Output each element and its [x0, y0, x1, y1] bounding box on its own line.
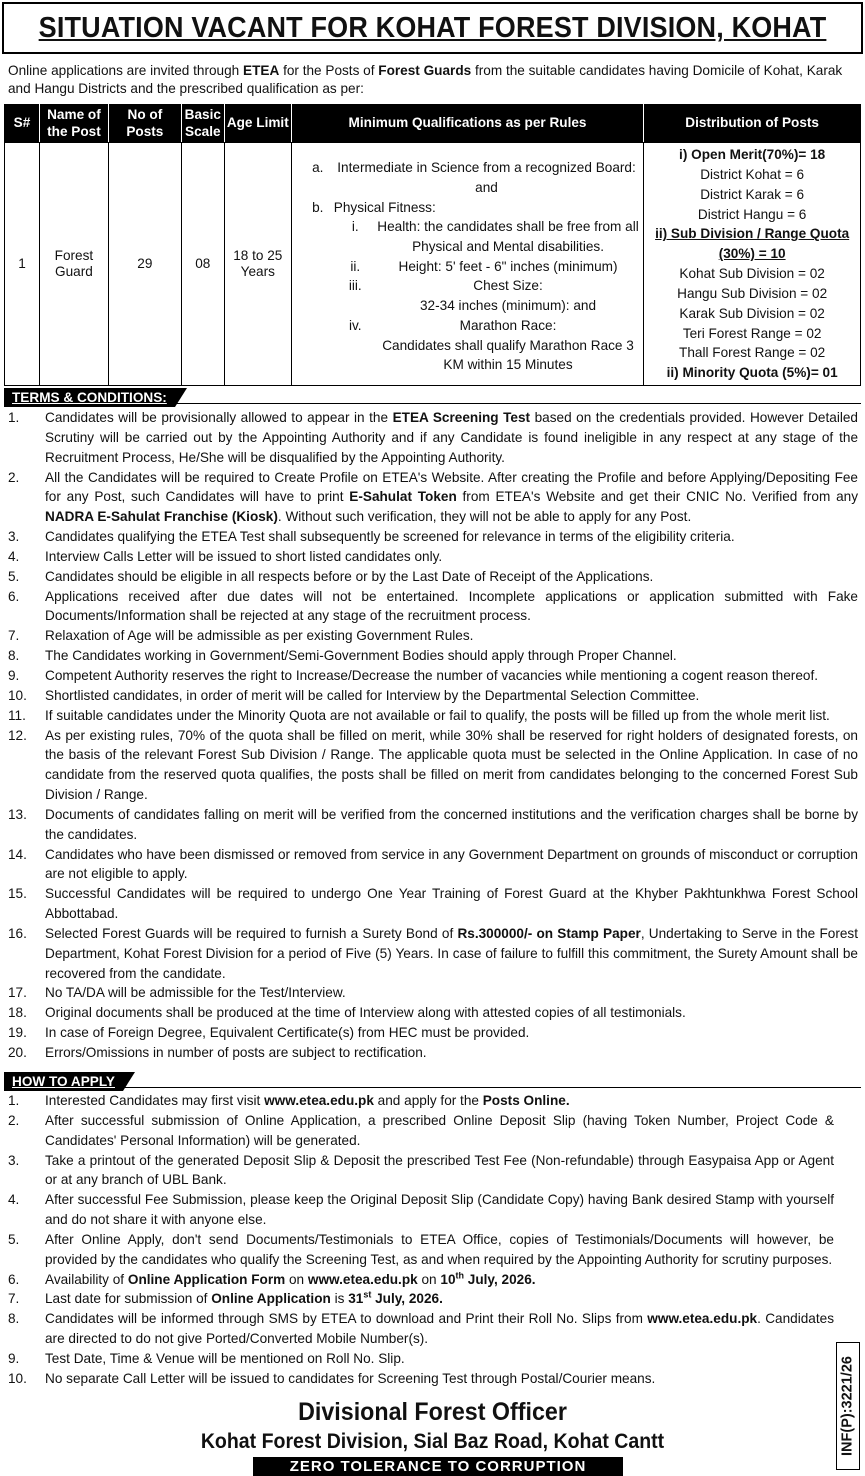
cell-distribution [644, 143, 861, 386]
list-item [8, 686, 858, 706]
signature-address: Kohat Forest Division, Sial Baz Road, Kohat Cantt [200, 1430, 665, 1453]
list-item [8, 1043, 858, 1063]
list-item-number: 8. [8, 1311, 20, 1327]
dist-item: Kohat Sub Division = 02 [679, 266, 825, 282]
emphasis-text: Posts Online. [482, 1093, 570, 1108]
emphasis-text: Online Application [211, 1291, 331, 1307]
body-text: Original documents shall be produced at the time of Interview along with attested copies of all testimonials. [45, 1005, 686, 1021]
emphasis-text: th [455, 1270, 465, 1281]
body-text: and apply for the [373, 1093, 483, 1108]
qual-b-iv-detail: Candidates shall qualify Marathon Race 3 KM within 15 Minutes [382, 337, 634, 373]
intro-paragraph [8, 62, 860, 97]
body-text: Relaxation of Age will be admissible as per existing Government Rules. [45, 628, 474, 644]
body-text: . Candidates are directed to do not give Ported/Converted Mobile Number(s). [45, 1311, 835, 1347]
list-item-number: 16. [8, 925, 27, 941]
body-text: As per existing rules, 70% of the quota shall be filled on merit, while 30% shall be reserved for right holders of designated forests, on the basis of the relevant Forest Sub Division / Range. The applicable quota must be selected in the Online Application. In case of no candidate from the reserved quota qualifies, the posts shall be filled on merit from candidates belonging to the concerned Forest Sub Division / Range. [45, 727, 858, 803]
cell-basic-scale: 08 [181, 143, 224, 386]
header-sno: S# [5, 105, 40, 143]
body-text: Candidates who have been dismissed or removed from service in any Government Department on grounds of misconduct or corruption are not eligible to apply. [45, 846, 858, 882]
header-no-of-posts: No of Posts [108, 105, 181, 143]
list-item [8, 1190, 834, 1230]
header-qualifications: Minimum Qualifications as per Rules [291, 105, 644, 143]
body-text: Competent Authority reserves the right to Increase/Decrease the number of vacancies while mentioning a cogent reason thereof. [45, 667, 819, 683]
list-item-number: 1. [8, 410, 20, 425]
cell-age-limit: 18 to 25 Years [224, 143, 291, 386]
emphasis-text: Online Application Form [127, 1271, 286, 1287]
body-text: , Undertaking to Serve in the Forest Department, Kohat Forest Division for a period of Five (5) Years. In case of failure to fulfill this commitment, the Surety Amount shall be recovered from the candidate. [45, 925, 858, 981]
emphasis-text: NADRA E-Sahulat Franchise (Kiosk) [45, 509, 278, 525]
terms-list [8, 408, 858, 1063]
emphasis-text: 10 [440, 1271, 456, 1287]
dist-item: Thall Forest Range = 02 [679, 345, 826, 361]
emphasis-text: www.etea.edu.pk [647, 1311, 758, 1327]
body-text: After successful submission of Online Application, a prescribed Online Deposit Slip (having Token Number, Project Code & Candidates' Personal Information) will be generated. [45, 1112, 834, 1148]
body-text: No separate Call Letter will be issued to candidates for Screening Test through Postal/Courier means. [45, 1370, 656, 1386]
body-text: Shortlisted candidates, in order of merit will be called for Interview by the Departmental Selection Committee. [45, 687, 700, 703]
list-item-text [45, 1270, 834, 1290]
dist-item: Hangu Sub Division = 02 [677, 285, 828, 301]
list-item [8, 1289, 834, 1309]
dist-subdivision-quota: ii) Sub Division / Range Quota [655, 226, 850, 242]
dist-item: Karak Sub Division = 02 [679, 305, 825, 321]
list-item-number: 3. [8, 1152, 20, 1168]
dist-subdivision-quota-count: (30%) = 10 [718, 246, 786, 262]
list-item-text [45, 726, 858, 805]
body-text: No TA/DA will be admissible for the Test/Interview. [45, 985, 346, 1001]
header-basic-scale: Basic Scale [181, 105, 224, 143]
cell-post-name: Forest Guard [39, 143, 108, 386]
list-item-number: 7. [8, 1291, 20, 1307]
list-item-number: 20. [8, 1045, 27, 1060]
body-text: Take a printout of the generated Deposit Slip & Deposit the prescribed Test Fee (Non-refundable) through Easypaisa App or Agent or at any branch of UBL Bank. [45, 1152, 834, 1188]
body-text: Candidates should be eligible in all respects before or by the Last Date of Receipt of the Applications. [45, 568, 654, 584]
how-to-apply-heading: HOW TO APPLY [4, 1072, 123, 1091]
title-box [2, 2, 863, 54]
list-item [8, 845, 858, 885]
list-item [8, 527, 858, 547]
list-item [8, 1349, 834, 1369]
intro-text: Online applications are invited through [8, 63, 244, 78]
body-text: If suitable candidates under the Minority Quota are not available or fail to qualify, the posts will be filled up from the whole merit list. [45, 707, 830, 723]
body-text: Documents of candidates falling on merit will be verified from the concerned institutions and the verification charges shall be borne by the candidates. [45, 806, 858, 842]
list-item-number: 4. [8, 1192, 20, 1208]
list-item [8, 706, 858, 726]
body-text: Successful Candidates will be required to undergo One Year Training of Forest Guard at the Khyber Pakhtunkhwa Forest School Abbottabad. [45, 886, 858, 922]
body-text: All the Candidates will be required to Create Profile on ETEA's Website. After creating the Profile and before Applying/Depositing Fee for any Post, such Candidates will have to print [45, 469, 858, 505]
emphasis-text: www.etea.edu.pk [264, 1093, 374, 1108]
body-text: . Without such verification, they will not be able to apply for any Post. [277, 509, 692, 525]
list-item-text [45, 1230, 834, 1270]
list-item-number: 5. [8, 568, 20, 584]
list-item [8, 1151, 834, 1191]
emphasis-text: Rs.300000/- on Stamp Paper [457, 925, 641, 941]
inf-code-box [836, 1342, 860, 1470]
cell-qualifications [291, 143, 644, 386]
header-post-name: Name of the Post [39, 105, 108, 143]
emphasis-text: July, 2026. [464, 1271, 536, 1287]
intro-etea: ETEA [243, 63, 280, 78]
body-text: Availability of [45, 1271, 128, 1287]
list-item-text [45, 805, 858, 845]
list-item [8, 884, 858, 924]
signature-office: Divisional Forest Officer [298, 1398, 567, 1426]
how-to-apply-list [8, 1091, 834, 1389]
list-item-number: 8. [8, 648, 20, 664]
list-item-text [45, 587, 858, 627]
list-item [8, 587, 858, 627]
body-text: Candidates qualifying the ETEA Test shall subsequently be screened for relevance in terms of the eligibility criteria. [45, 529, 735, 545]
list-item-text [45, 1043, 858, 1063]
list-item [8, 1091, 834, 1111]
body-text: Candidates will be informed through SMS by ETEA to download and Print their Roll No. Slips from [45, 1311, 648, 1327]
list-item-text [45, 1151, 834, 1191]
table-header-row [5, 105, 861, 143]
qual-b-iv: iv. Marathon Race: [348, 317, 557, 333]
list-item [8, 646, 858, 666]
list-item-text [45, 666, 858, 686]
list-item-text [45, 884, 858, 924]
list-item-number: 14. [8, 846, 27, 862]
list-item-number: 17. [8, 985, 27, 1001]
list-item [8, 1270, 834, 1290]
qual-b-iii: iii. Chest Size: [348, 278, 543, 294]
list-item-number: 6. [8, 1271, 20, 1287]
list-item-number: 12. [8, 727, 27, 743]
dist-minority-quota: ii) Minority Quota (5%)= 01 [666, 365, 838, 381]
body-text: After successful Fee Submission, please keep the Original Deposit Slip (Candidate Copy) having Bank desired Stamp with yourself and do not share it with anyone else. [45, 1192, 834, 1228]
list-item-number: 2. [8, 469, 20, 485]
body-text: In case of Foreign Degree, Equivalent Certificate(s) from HEC must be provided. [45, 1025, 530, 1041]
header-age-limit: Age Limit [224, 105, 291, 143]
dist-item: District Hangu = 6 [697, 206, 807, 222]
qual-a: a. Intermediate in Science from a recognized Board: and [312, 160, 636, 195]
list-item [8, 567, 858, 587]
list-item-text [45, 626, 858, 646]
list-item-text [45, 468, 858, 528]
list-item-text [45, 1091, 834, 1111]
body-text: Applications received after due dates will not be entertained. Incomplete applications or application submitted with Fake Documents/Information shall be rejected at any stage of the recruitment process. [45, 588, 858, 624]
dist-item: Teri Forest Range = 02 [682, 325, 822, 341]
cell-sno: 1 [5, 143, 40, 386]
list-item-text [45, 1349, 834, 1369]
emphasis-text: ETEA Screening Test [392, 410, 531, 425]
cell-no-of-posts: 29 [108, 143, 181, 386]
list-item-number: 9. [8, 1350, 20, 1366]
emphasis-text: E-Sahulat Token [349, 489, 457, 505]
list-item-number: 2. [8, 1112, 20, 1128]
list-item-text [45, 1111, 834, 1151]
list-item [8, 983, 858, 1003]
list-item-text [45, 1003, 858, 1023]
table-row [5, 143, 861, 386]
list-item [8, 726, 858, 805]
list-item-text [45, 547, 858, 567]
list-item-number: 10. [8, 687, 27, 703]
list-item-text [45, 1190, 834, 1230]
body-text: Selected Forest Guards will be required to furnish a Surety Bond of [45, 925, 458, 941]
qual-b-ii: ii. Height: 5' feet - 6" inches (minimum) [350, 258, 618, 274]
body-text: Last date for submission of [45, 1291, 212, 1307]
qual-b-i: i. Health: the candidates shall be free from all Physical and Mental disabilities. [351, 219, 639, 254]
list-item-number: 5. [8, 1231, 20, 1247]
list-item [8, 924, 858, 984]
list-item-number: 7. [8, 628, 20, 644]
page-title: SITUATION VACANT FOR KOHAT FOREST DIVISION, KOHAT [38, 11, 827, 44]
slogan-banner: ZERO TOLERANCE TO CORRUPTION [253, 1457, 623, 1476]
body-text: on [285, 1271, 308, 1287]
emphasis-text: July, 2026. [371, 1291, 443, 1307]
list-item-text [45, 686, 858, 706]
header-distribution: Distribution of Posts [644, 105, 861, 143]
list-item-text [45, 646, 858, 666]
list-item-text [45, 408, 858, 468]
list-item [8, 1003, 858, 1023]
terms-heading: TERMS & CONDITIONS: [4, 388, 175, 407]
list-item-number: 18. [8, 1005, 27, 1021]
list-item-text [45, 1023, 858, 1043]
list-item-text [45, 1369, 834, 1389]
list-item [8, 1369, 834, 1389]
dist-item: District Karak = 6 [700, 186, 805, 202]
list-item-number: 1. [8, 1093, 20, 1108]
body-text: The Candidates working in Government/Semi-Government Bodies should apply through Proper Channel. [45, 648, 677, 664]
list-item [8, 666, 858, 686]
body-text: Interview Calls Letter will be issued to short listed candidates only. [45, 548, 443, 564]
list-item [8, 1023, 858, 1043]
list-item [8, 805, 858, 845]
list-item-number: 13. [8, 806, 27, 822]
body-text: After Online Apply, don't send Documents/Testimonials to ETEA Office, copies of Testimonials/Documents will however, be provided by the candidates who qualify the Screening Test, as and when required by the Appointing Authority for scrutiny purposes. [45, 1231, 834, 1267]
intro-post-name: Forest Guards [378, 63, 472, 78]
list-item-text [45, 983, 858, 1003]
body-text: Candidates will be provisionally allowed to appear in the [45, 410, 393, 425]
body-text: on [417, 1271, 441, 1287]
list-item-number: 11. [8, 707, 26, 723]
list-item [8, 1230, 834, 1270]
posts-table [4, 104, 861, 386]
emphasis-text: 31 [348, 1291, 364, 1307]
list-item-text [45, 567, 858, 587]
body-text: based on the credentials provided. However Detailed Scrutiny will be carried out by the Appointing Authority and if any Candidate is found ineligible in any respect at any stage of the Recruitment Process, He/She will be disqualified by the Appointing Authority. [45, 410, 858, 465]
qual-b-iii-detail: 32-34 inches (minimum): and [420, 298, 597, 314]
list-item-number: 19. [8, 1025, 27, 1041]
dist-open-merit: i) Open Merit(70%)= 18 [679, 147, 826, 162]
list-item [8, 468, 858, 528]
list-item [8, 626, 858, 646]
list-item-text [45, 1289, 834, 1309]
list-item-number: 3. [8, 529, 20, 545]
list-item-text [45, 924, 858, 984]
list-item [8, 408, 858, 468]
dist-item: District Kohat = 6 [700, 166, 805, 182]
list-item-text [45, 706, 858, 726]
inf-code: INF(P):3221/26 [839, 1356, 856, 1456]
list-item [8, 547, 858, 567]
qual-b: b. Physical Fitness: [312, 199, 436, 215]
list-item [8, 1309, 834, 1349]
body-text: from ETEA's Website and get their CNIC No. Verified from any [456, 489, 858, 505]
list-item-text [45, 1309, 834, 1349]
emphasis-text: www.etea.edu.pk [307, 1271, 418, 1287]
intro-text: for the Posts of [279, 63, 379, 78]
list-item-number: 15. [8, 886, 27, 902]
list-item-text [45, 845, 858, 885]
body-text: Errors/Omissions in number of posts are subject to rectification. [45, 1045, 427, 1060]
body-text: Interested Candidates may first visit [45, 1093, 265, 1108]
list-item-number: 6. [8, 588, 20, 604]
list-item-text [45, 527, 858, 547]
list-item-number: 4. [8, 548, 20, 564]
emphasis-text: st [363, 1289, 372, 1300]
list-item [8, 1111, 834, 1151]
list-item-number: 9. [8, 667, 20, 683]
body-text: Test Date, Time & Venue will be mentioned on Roll No. Slip. [45, 1350, 405, 1366]
list-item-number: 10. [8, 1370, 27, 1386]
intro-text: from the suitable candidates having Domicile of Kohat, Karak and Hangu Districts and the prescribed qualification as per: [8, 63, 843, 96]
body-text: is [330, 1291, 349, 1307]
